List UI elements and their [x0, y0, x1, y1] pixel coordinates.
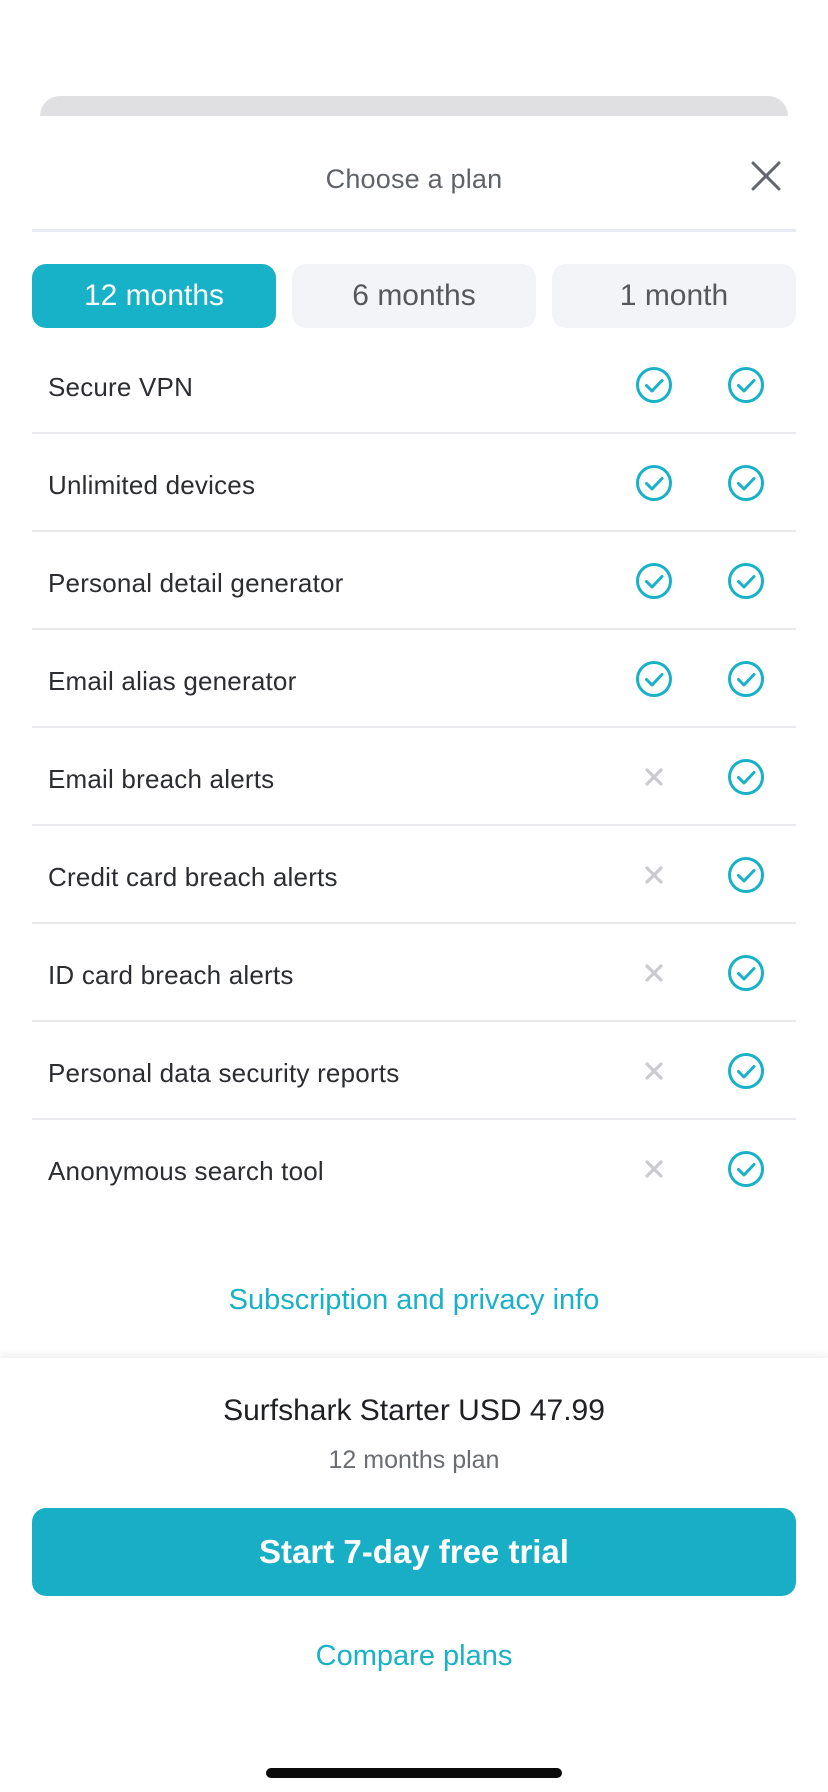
check-circle-icon — [635, 366, 673, 404]
feature-row — [32, 336, 796, 434]
check-circle-icon — [727, 464, 765, 502]
feature-row — [32, 728, 796, 826]
start-trial-button[interactable]: Start 7-day free trial — [32, 1508, 796, 1596]
tab-12-months[interactable]: 12 months — [32, 264, 276, 328]
feature-label: Email alias generator — [48, 666, 297, 696]
home-indicator — [266, 1768, 562, 1778]
check-circle-icon — [727, 856, 765, 894]
feature-label: Personal data security reports — [48, 1058, 400, 1088]
compare-plans-link[interactable]: Compare plans — [315, 1640, 513, 1672]
feature-row — [32, 826, 796, 924]
sheet-behind — [40, 96, 788, 116]
cross-icon — [635, 758, 673, 796]
subscription-privacy-link[interactable]: Subscription and privacy info — [228, 1284, 600, 1316]
bottom-panel — [0, 1358, 828, 1792]
cross-icon — [635, 1150, 673, 1188]
tab-1-month[interactable]: 1 month — [552, 264, 796, 328]
feature-row — [32, 630, 796, 728]
feature-row — [32, 924, 796, 1022]
feature-label: Unlimited devices — [48, 470, 256, 500]
feature-label: Email breach alerts — [48, 764, 275, 794]
plan-duration-text: 12 months plan — [328, 1446, 500, 1474]
page-title: Choose a plan — [325, 164, 503, 194]
feature-row — [32, 1022, 796, 1120]
check-circle-icon — [727, 1052, 765, 1090]
feature-row — [32, 434, 796, 532]
check-circle-icon — [727, 562, 765, 600]
tab-6-months[interactable]: 6 months — [292, 264, 536, 328]
check-circle-icon — [727, 758, 765, 796]
feature-label: Anonymous search tool — [48, 1156, 324, 1186]
check-circle-icon — [635, 464, 673, 502]
feature-label: Personal detail generator — [48, 568, 344, 598]
feature-row — [32, 1120, 796, 1218]
check-circle-icon — [727, 1150, 765, 1188]
header — [32, 116, 796, 232]
price-text: Surfshark Starter USD 47.99 — [223, 1394, 605, 1427]
check-circle-icon — [727, 660, 765, 698]
check-circle-icon — [635, 562, 673, 600]
feature-list — [32, 336, 796, 1218]
cross-icon — [635, 856, 673, 894]
close-icon[interactable] — [750, 160, 782, 192]
feature-row — [32, 532, 796, 630]
feature-label: ID card breach alerts — [48, 960, 294, 990]
check-circle-icon — [635, 660, 673, 698]
check-circle-icon — [727, 954, 765, 992]
cross-icon — [635, 1052, 673, 1090]
feature-label: Secure VPN — [48, 372, 194, 402]
plan-tabs — [32, 264, 796, 328]
cross-icon — [635, 954, 673, 992]
feature-label: Credit card breach alerts — [48, 862, 338, 892]
check-circle-icon — [727, 366, 765, 404]
